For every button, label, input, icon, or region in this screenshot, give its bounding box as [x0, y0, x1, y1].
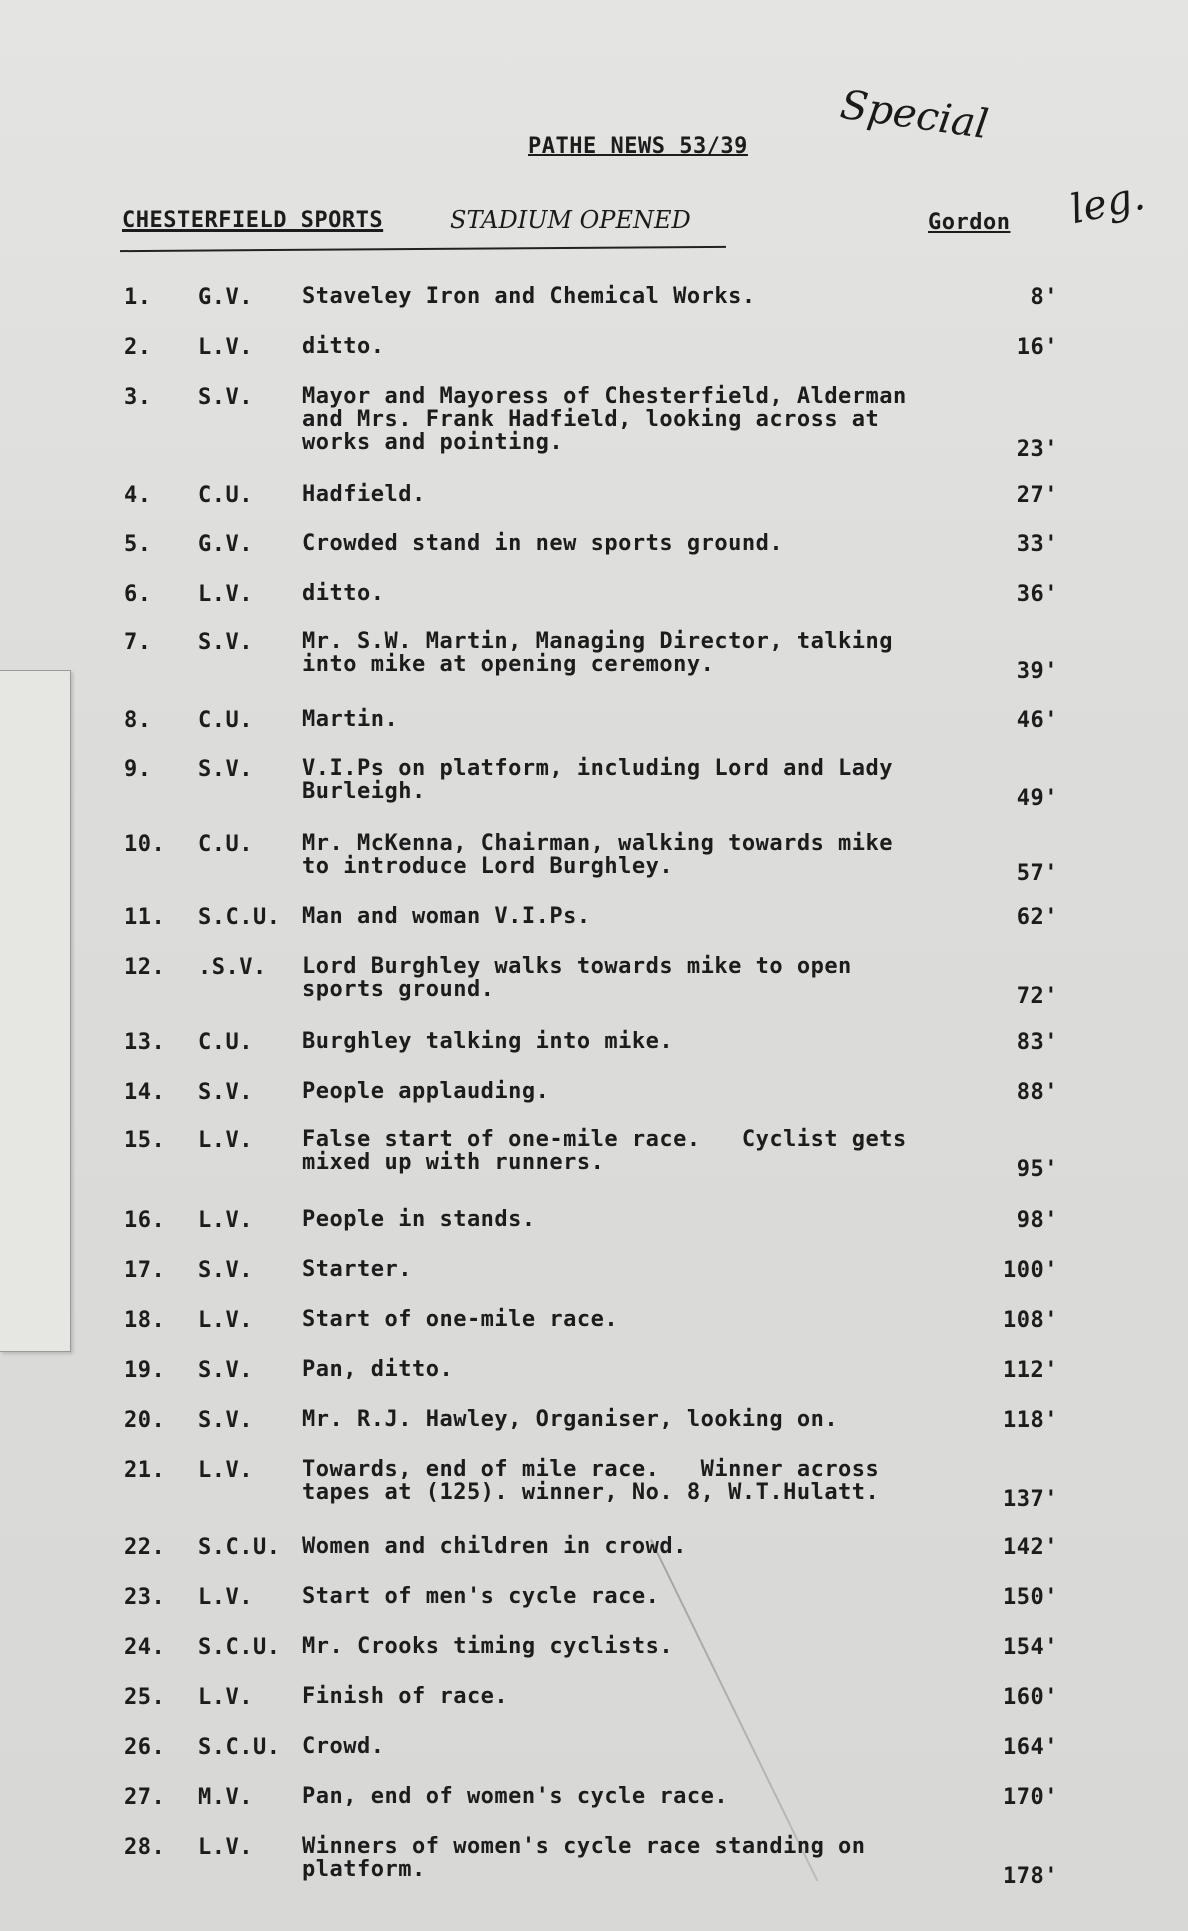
- shot-footage: 154': [1003, 1635, 1058, 1660]
- shot-footage: 16': [1016, 335, 1058, 360]
- shot-footage: 49': [1016, 786, 1058, 811]
- shot-type: S.V.: [198, 1080, 253, 1105]
- shot-number: 8.: [124, 708, 152, 733]
- shot-type: L.V.: [198, 582, 253, 607]
- shot-type: M.V.: [198, 1785, 253, 1810]
- shot-footage: 108': [1003, 1308, 1058, 1333]
- shot-type: C.U.: [198, 483, 253, 508]
- shot-description: Pan, ditto.: [302, 1357, 454, 1382]
- shot-number: 26.: [124, 1735, 166, 1760]
- shot-type: S.C.U.: [198, 905, 281, 930]
- shot-number: 12.: [124, 955, 166, 980]
- shot-description: People applauding.: [302, 1079, 550, 1104]
- shot-footage: 112': [1003, 1358, 1058, 1383]
- shot-description: People in stands.: [302, 1207, 536, 1232]
- shot-type: S.V.: [198, 1408, 253, 1433]
- shot-footage: 62': [1016, 905, 1058, 930]
- shot-footage: 98': [1016, 1208, 1058, 1233]
- handwritten-annotation-margin: leg.: [1066, 172, 1149, 234]
- shot-number: 28.: [124, 1835, 166, 1860]
- shot-number: 17.: [124, 1258, 166, 1283]
- shot-number: 7.: [124, 630, 152, 655]
- shot-footage: 88': [1016, 1080, 1058, 1105]
- story-heading-handwritten: STADIUM OPENED: [450, 206, 691, 234]
- shot-footage: 57': [1016, 861, 1058, 886]
- shot-footage: 8': [1030, 285, 1058, 310]
- shot-footage: 46': [1016, 708, 1058, 733]
- shot-type: L.V.: [198, 1685, 253, 1710]
- shot-number: 10.: [124, 832, 166, 857]
- shot-type: L.V.: [198, 1128, 253, 1153]
- shot-type: L.V.: [198, 1585, 253, 1610]
- shot-footage: 23': [1016, 437, 1058, 462]
- shot-number: 14.: [124, 1080, 166, 1105]
- shot-type: .S.V.: [198, 955, 267, 980]
- shot-description: Hadfield.: [302, 482, 426, 507]
- shot-description: Staveley Iron and Chemical Works.: [302, 284, 756, 309]
- shot-number: 21.: [124, 1458, 166, 1483]
- shot-type: S.V.: [198, 1258, 253, 1283]
- shot-type: L.V.: [198, 1458, 253, 1483]
- shot-footage: 33': [1016, 532, 1058, 557]
- shot-description: Lord Burghley walks towards mike to open sports ground.: [302, 954, 852, 1002]
- shot-footage: 178': [1003, 1864, 1058, 1889]
- shot-footage: 39': [1016, 659, 1058, 684]
- shot-description: Towards, end of mile race. Winner across tapes at (125). winner, No. 8, W.T.Hulatt.: [302, 1457, 880, 1505]
- shot-footage: 36': [1016, 582, 1058, 607]
- shot-type: L.V.: [198, 1208, 253, 1233]
- shot-number: 19.: [124, 1358, 166, 1383]
- shot-number: 13.: [124, 1030, 166, 1055]
- shot-description: Crowd.: [302, 1734, 385, 1759]
- shot-description: V.I.Ps on platform, including Lord and Lady Burleigh.: [302, 756, 894, 804]
- shot-number: 16.: [124, 1208, 166, 1233]
- shot-number: 2.: [124, 335, 152, 360]
- shot-footage: 118': [1003, 1408, 1058, 1433]
- shot-type: S.C.U.: [198, 1635, 281, 1660]
- shot-description: Mr. Crooks timing cyclists.: [302, 1634, 674, 1659]
- shot-footage: 83': [1016, 1030, 1058, 1055]
- handwritten-annotation-special: Special: [837, 81, 991, 149]
- story-heading: CHESTERFIELD SPORTS: [122, 208, 384, 233]
- shot-description: Pan, end of women's cycle race.: [302, 1784, 729, 1809]
- shot-type: S.V.: [198, 757, 253, 782]
- shot-description: Women and children in crowd.: [302, 1534, 687, 1559]
- shot-description: Start of men's cycle race.: [302, 1584, 660, 1609]
- shot-footage: 164': [1003, 1735, 1058, 1760]
- shot-number: 20.: [124, 1408, 166, 1433]
- shot-number: 4.: [124, 483, 152, 508]
- shot-description: Mr. R.J. Hawley, Organiser, looking on.: [302, 1407, 839, 1432]
- shot-type: G.V.: [198, 285, 253, 310]
- shot-number: 27.: [124, 1785, 166, 1810]
- shot-number: 3.: [124, 385, 152, 410]
- shot-description: Mayor and Mayoress of Chesterfield, Alderman and Mrs. Frank Hadfield, looking across at works and pointing.: [302, 384, 907, 455]
- shot-type: L.V.: [198, 335, 253, 360]
- shot-type: S.C.U.: [198, 1735, 281, 1760]
- shot-description: False start of one-mile race. Cyclist gets mixed up with runners.: [302, 1127, 907, 1175]
- shot-type: L.V.: [198, 1308, 253, 1333]
- cameraman-name: Gordon: [928, 210, 1011, 235]
- shot-number: 22.: [124, 1535, 166, 1560]
- shot-footage: 150': [1003, 1585, 1058, 1610]
- shot-footage: 170': [1003, 1785, 1058, 1810]
- shot-description: Mr. S.W. Martin, Managing Director, talking into mike at opening ceremony.: [302, 629, 894, 677]
- shot-type: C.U.: [198, 832, 253, 857]
- shot-type: C.U.: [198, 708, 253, 733]
- shot-description: Mr. McKenna, Chairman, walking towards mike to introduce Lord Burghley.: [302, 831, 894, 879]
- shot-description: Finish of race.: [302, 1684, 509, 1709]
- shot-number: 18.: [124, 1308, 166, 1333]
- shot-footage: 160': [1003, 1685, 1058, 1710]
- shot-footage: 142': [1003, 1535, 1058, 1560]
- shot-number: 15.: [124, 1128, 166, 1153]
- shot-description: ditto.: [302, 334, 385, 359]
- shot-description: Burghley talking into mike.: [302, 1029, 674, 1054]
- shot-footage: 100': [1003, 1258, 1058, 1283]
- shot-number: 1.: [124, 285, 152, 310]
- shot-type: C.U.: [198, 1030, 253, 1055]
- shot-type: S.V.: [198, 1358, 253, 1383]
- shot-description: Start of one-mile race.: [302, 1307, 619, 1332]
- shot-number: 9.: [124, 757, 152, 782]
- shot-description: Martin.: [302, 707, 399, 732]
- shot-number: 6.: [124, 582, 152, 607]
- shot-footage: 137': [1003, 1487, 1058, 1512]
- shot-footage: 95': [1016, 1157, 1058, 1182]
- shot-number: 23.: [124, 1585, 166, 1610]
- shot-number: 25.: [124, 1685, 166, 1710]
- shot-footage: 27': [1016, 483, 1058, 508]
- shot-description: Crowded stand in new sports ground.: [302, 531, 784, 556]
- shot-type: S.C.U.: [198, 1535, 281, 1560]
- shot-type: L.V.: [198, 1835, 253, 1860]
- shot-description: Winners of women's cycle race standing on platform.: [302, 1834, 866, 1882]
- shot-type: S.V.: [198, 385, 253, 410]
- shot-number: 5.: [124, 532, 152, 557]
- shot-type: G.V.: [198, 532, 253, 557]
- shot-description: ditto.: [302, 581, 385, 606]
- page-title: PATHE NEWS 53/39: [528, 134, 748, 159]
- shot-description: Man and woman V.I.Ps.: [302, 904, 591, 929]
- shot-type: S.V.: [198, 630, 253, 655]
- shot-description: Starter.: [302, 1257, 412, 1282]
- shot-footage: 72': [1016, 984, 1058, 1009]
- shot-number: 11.: [124, 905, 166, 930]
- shot-number: 24.: [124, 1635, 166, 1660]
